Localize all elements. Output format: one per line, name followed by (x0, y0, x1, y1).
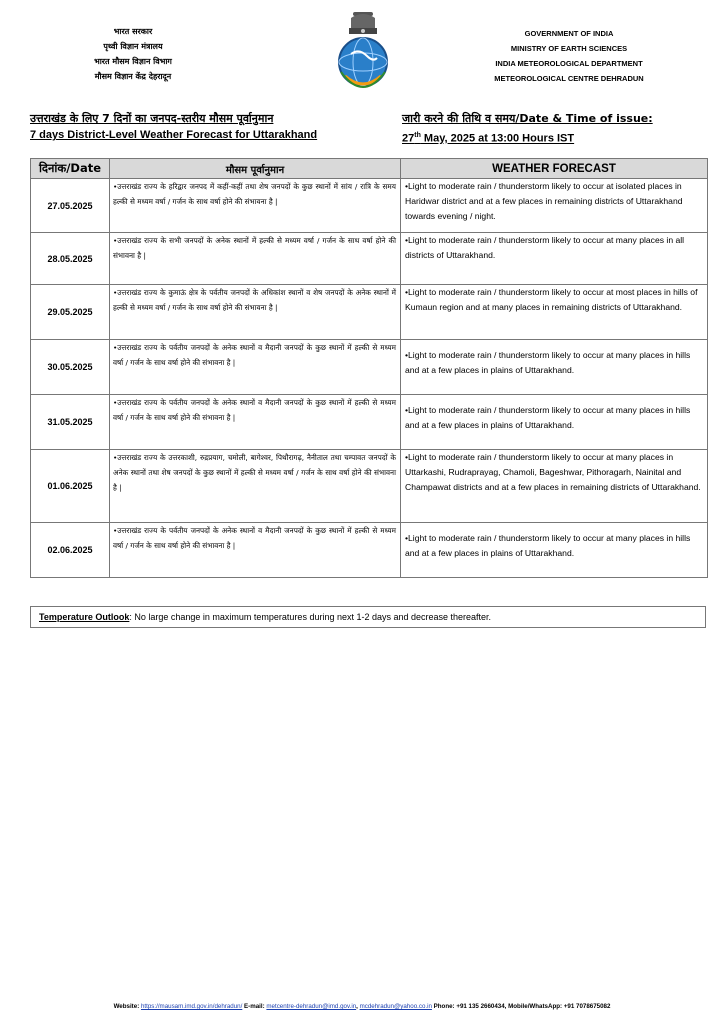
forecast-table (30, 158, 708, 578)
table-row (31, 179, 708, 233)
row-english-forecast: •Light to moderate rain / thunderstorm likely to occur at many places in all districts of Uttarakhand. (401, 233, 708, 285)
row-date: 27.05.2025 (31, 179, 110, 233)
website-label: Website: (113, 1003, 141, 1010)
table-row (31, 340, 708, 395)
row-date: 01.06.2025 (31, 450, 110, 523)
row-english-forecast: •Light to moderate rain / thunderstorm likely to occur at isolated places in Haridwar district and at a few places in remaining districts of Uttarakhand towards evening / night. (401, 179, 708, 233)
issue-label: जारी करने की तिथि व समय/Date & Time of issue: (402, 112, 653, 125)
table-row (31, 523, 708, 578)
header-right-line: METEOROLOGICAL CENTRE DEHRADUN (494, 74, 644, 83)
date-column-header: दिनांक/Date (31, 159, 110, 179)
email-link-1[interactable]: metcentre-dehradun@imd.gov.in (266, 1003, 357, 1010)
issue-rest: May, 2025 at 13:00 Hours IST (420, 132, 575, 145)
row-hindi-forecast: •उत्तराखंड राज्य के कुमाऊं क्षेत्र के पर्वतीय जनपदों के अधिकांश स्थानों व शेष जनपदों के अनेक स्थानों में हल्की से मध्यम वर्षा / गर्जन के साथ वर्षा होने की संभावना है | (110, 285, 401, 340)
header-left-block (48, 24, 218, 84)
row-hindi-forecast: •उत्तराखंड राज्य के पर्वतीय जनपदों के अनेक स्थानों व मैदानी जनपदों के कुछ स्थानों में हल्की से मध्यम वर्षा / गर्जन के साथ वर्षा होने की संभावना है | (110, 523, 401, 578)
row-hindi-forecast: •उत्तराखंड राज्य के हरिद्वार जनपद में कहीं-कहीं तथा शेष जनपदों के कुछ स्थानों में सांय / रात्रि के समय हल्की से मध्यम वर्षा / गर्जन के साथ वर्षा होने की संभावना है | (110, 179, 401, 233)
issue-day: 27 (402, 132, 415, 145)
table-row (31, 450, 708, 523)
email-label: E-mail: (242, 1003, 267, 1010)
header-right-line: GOVERNMENT OF INDIA (524, 29, 614, 38)
header-left-line: मौसम विज्ञान केंद्र देहरादून (94, 72, 172, 81)
row-date: 30.05.2025 (31, 340, 110, 395)
table-row (31, 285, 708, 340)
row-english-forecast: •Light to moderate rain / thunderstorm likely to occur at many places in hills and at a few places in plains of Uttarakhand. (401, 340, 708, 395)
imd-emblem-logo (331, 10, 395, 100)
issue-info (402, 110, 653, 148)
row-date: 28.05.2025 (31, 233, 110, 285)
english-forecast-column-header: WEATHER FORECAST (401, 159, 708, 179)
temperature-outlook (30, 606, 706, 628)
outlook-label: Temperature Outlook (39, 612, 130, 622)
header-right-block (484, 26, 654, 86)
issue-day-suffix: th (414, 132, 421, 139)
email-link-2[interactable]: mcdehradun@yahoo.co.in (359, 1003, 432, 1010)
footer-contact (0, 1003, 724, 1010)
row-english-forecast: •Light to moderate rain / thunderstorm likely to occur at many places in hills and at a few places in plains of Uttarakhand. (401, 523, 708, 578)
forecast-title-english: 7 days District-Level Weather Forecast for Uttarakhand (30, 129, 318, 141)
table-header-row (31, 159, 708, 179)
forecast-title-hindi: उत्तराखंड के लिए 7 दिनों का जनपद-स्तरीय मौसम पूर्वानुमान (30, 112, 274, 125)
row-english-forecast: •Light to moderate rain / thunderstorm likely to occur at most places in hills of Kumaun region and at many places in remaining districts of Uttarakhand. (401, 285, 708, 340)
row-date: 29.05.2025 (31, 285, 110, 340)
row-hindi-forecast: •उत्तराखंड राज्य के उत्तरकाशी, रुद्रप्रयाग, चमोली, बागेश्वर, पिथौरागढ़, नैनीताल तथा चम्पावत जनपदों के अनेक स्थानों तथा शेष जनपदों के कुछ स्थानों में हल्की से मध्यम वर्षा / गर्जन के साथ वर्षा होने की संभावना है | (110, 450, 401, 523)
row-hindi-forecast: •उत्तराखंड राज्य के सभी जनपदों के अनेक स्थानों में हल्की से मध्यम वर्षा / गर्जन के साथ वर्षा होने की संभावना है | (110, 233, 401, 285)
header-right-line: INDIA METEOROLOGICAL DEPARTMENT (495, 59, 643, 68)
table-row (31, 395, 708, 450)
forecast-title (30, 110, 317, 144)
row-date: 02.06.2025 (31, 523, 110, 578)
header-left-line: भारत सरकार (113, 27, 153, 36)
row-hindi-forecast: •उत्तराखंड राज्य के पर्वतीय जनपदों के अनेक स्थानों व मैदानी जनपदों के कुछ स्थानों में हल्की से मध्यम वर्षा / गर्जन के साथ वर्षा होने की संभावना है | (110, 395, 401, 450)
header-left-line: भारत मौसम विज्ञान विभाग (94, 57, 172, 66)
table-row (31, 233, 708, 285)
row-english-forecast: •Light to moderate rain / thunderstorm likely to occur at many places in hills and at a few places in plains of Uttarakhand. (401, 395, 708, 450)
row-date: 31.05.2025 (31, 395, 110, 450)
header-right-line: MINISTRY OF EARTH SCIENCES (510, 44, 628, 53)
issue-datetime (402, 127, 653, 148)
outlook-text: : No large change in maximum temperatures during next 1-2 days and decrease thereafter. (129, 612, 492, 622)
email-separator: , (356, 1003, 360, 1010)
phone-text: Phone: +91 135 2660434, Mobile/WhatsApp: +91 7078675082 (431, 1003, 611, 1010)
header-left-line: पृथ्वी विज्ञान मंत्रालय (103, 42, 163, 51)
row-hindi-forecast: •उत्तराखंड राज्य के पर्वतीय जनपदों के अनेक स्थानों व मैदानी जनपदों के कुछ स्थानों में हल्की से मध्यम वर्षा / गर्जन के साथ वर्षा होने की संभावना है | (110, 340, 401, 395)
row-english-forecast: •Light to moderate rain / thunderstorm likely to occur at many places in Uttarkashi, Rudraprayag, Chamoli, Bageshwar, Pithoragarh, Nainital and Champawat districts and at a few places in remaining districts of Uttarakhand. (401, 450, 708, 523)
website-link[interactable]: https://mausam.imd.gov.in/dehradun/ (140, 1003, 243, 1010)
hindi-forecast-column-header: मौसम पूर्वानुमान (110, 159, 401, 179)
